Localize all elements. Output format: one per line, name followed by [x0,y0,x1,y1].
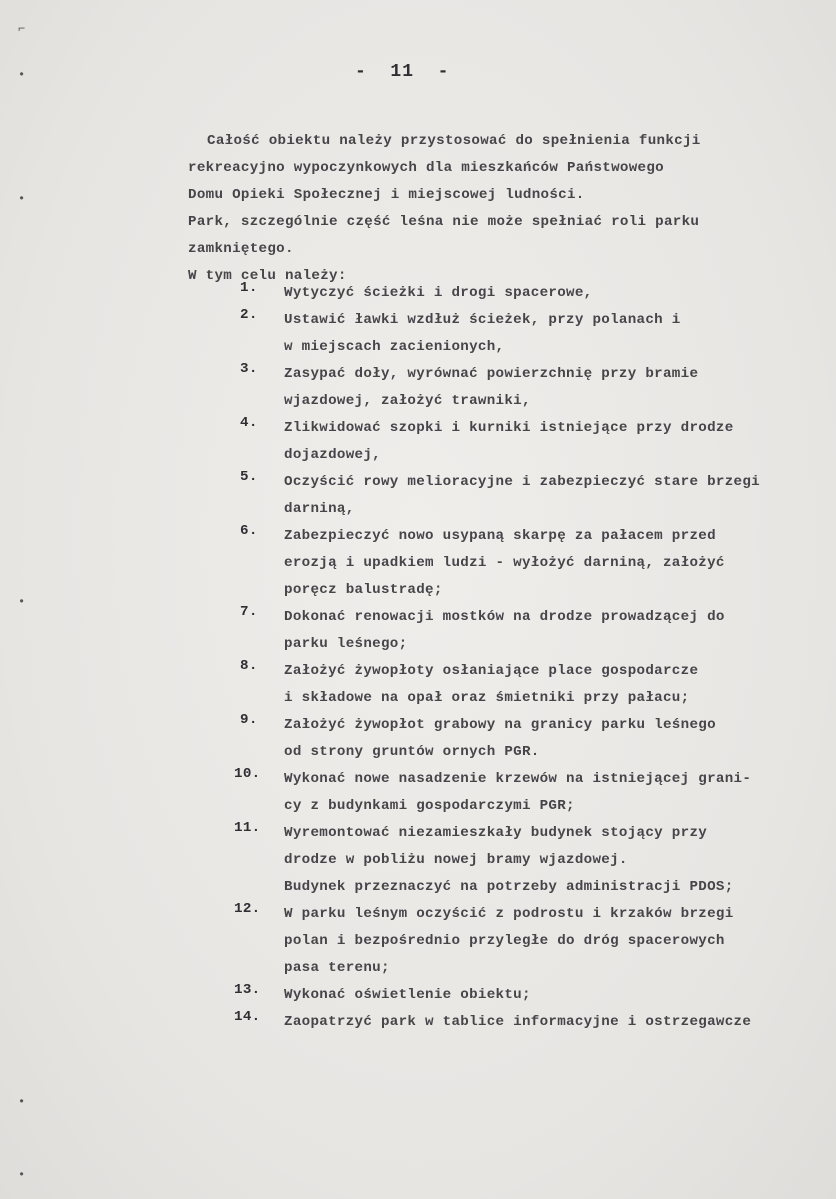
item-text: Oczyścić rowy melioracyjne i zabezpieczyć stare brzegi darniną, [284,474,760,517]
item-text: Wykonać oświetlenie obiektu; [284,987,531,1003]
item-number: 8. [240,658,258,674]
list-item [240,415,830,469]
item-number: 5. [240,469,258,485]
page-number: - 11 - [355,62,450,82]
item-number: 6. [240,523,258,539]
intro-line: rekreacyjno wypoczynkowych dla mieszkańców Państwowego [188,160,664,176]
punch-mark: • [18,1168,26,1182]
item-number: 2. [240,307,258,323]
list-item [234,982,830,1009]
item-number: 11. [234,820,261,836]
item-number: 1. [240,280,258,296]
item-number: 4. [240,415,258,431]
item-text: Zasypać doły, wyrównać powierzchnię przy bramie wjazdowej, założyć trawniki, [284,366,699,409]
intro-line: Park, szczególnie część leśna nie może spełniać roli parku [188,214,700,230]
item-text: Zabezpieczyć nowo usypaną skarpę za pałacem przed erozją i upadkiem ludzi - wyłożyć darniną, założyć poręcz balustradę; [284,528,725,598]
list-item [240,604,830,658]
list-item [240,307,830,361]
intro-line: W tym celu należy: [188,268,347,284]
item-text: Założyć żywopłoty osłaniające place gospodarcze i składowe na opał oraz śmietniki przy pałacu; [284,663,699,706]
list-item [240,712,830,766]
item-text: Wyremontować niezamieszkały budynek stojący przy drodze w pobliżu nowej bramy wjazdowej. Budynek przeznaczyć na potrzeby administracji PDOS; [284,825,734,895]
list-item [234,766,830,820]
item-number: 10. [234,766,261,782]
item-text: W parku leśnym oczyścić z podrostu i krzaków brzegi polan i bezpośrednio przyległe do dróg spacerowych pasa terenu; [284,906,734,976]
intro-line: Całość obiektu należy przystosować do spełnienia funkcji [207,133,701,149]
list-item [240,523,830,604]
item-text: Dokonać renowacji mostków na drodze prowadzącej do parku leśnego; [284,609,725,652]
item-number: 14. [234,1009,261,1025]
item-text: Wytyczyć ścieżki i drogi spacerowe, [284,285,593,301]
task-list [234,280,830,1036]
intro-line: zamkniętego. [188,241,294,257]
list-item [240,361,830,415]
list-item [240,658,830,712]
item-number: 9. [240,712,258,728]
item-number: 3. [240,361,258,377]
item-number: 7. [240,604,258,620]
punch-mark: • [18,192,26,206]
item-text: Zaopatrzyć park w tablice informacyjne i ostrzegawcze [284,1014,752,1030]
list-item [240,280,830,307]
punch-mark: • [18,68,26,82]
item-text: Ustawić ławki wzdłuż ścieżek, przy polanach i w miejscach zacienionych, [284,312,681,355]
item-number: 13. [234,982,261,998]
list-item [234,901,830,982]
item-text: Zlikwidować szopki i kurniki istniejące przy drodze dojazdowej, [284,420,734,463]
punch-mark: • [18,1095,26,1109]
list-item [240,469,830,523]
item-number: 12. [234,901,261,917]
item-text: Założyć żywopłot grabowy na granicy parku leśnego od strony gruntów ornych PGR. [284,717,716,760]
punch-mark: • [18,595,26,609]
corner-mark: ⌐ [18,22,26,36]
list-item [234,820,830,901]
list-item [234,1009,830,1036]
intro-line: Domu Opieki Społecznej i miejscowej ludności. [188,187,585,203]
intro-paragraph [188,128,828,290]
item-text: Wykonać nowe nasadzenie krzewów na istniejącej grani- cy z budynkami gospodarczymi PGR; [284,771,752,814]
